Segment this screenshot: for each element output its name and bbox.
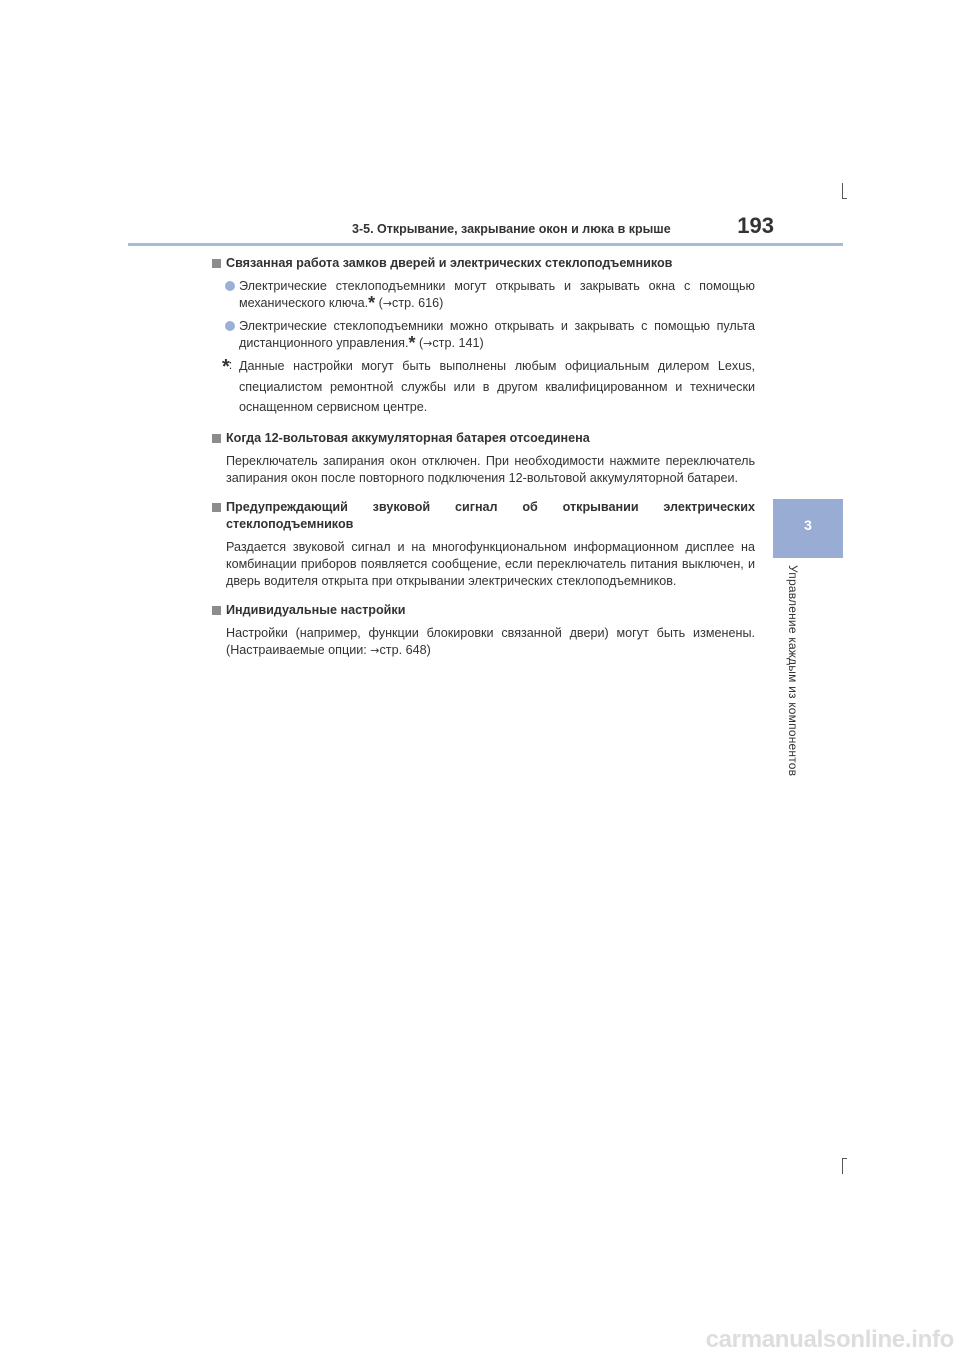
page-number: 193 xyxy=(737,213,774,238)
asterisk-mark: * xyxy=(368,293,376,313)
section-heading xyxy=(210,255,755,272)
crop-mark-bottom xyxy=(842,1158,843,1174)
arrow-right-icon: → xyxy=(382,297,393,310)
footnote xyxy=(210,356,755,418)
footnote-mark: *: xyxy=(222,356,233,378)
crop-mark-top xyxy=(842,183,843,199)
section-customization xyxy=(210,602,755,659)
section-linked-operation xyxy=(210,255,755,418)
section-heading xyxy=(210,430,755,447)
page-content xyxy=(210,255,755,659)
arrow-right-icon: → xyxy=(423,337,433,350)
square-bullet-icon xyxy=(212,606,221,615)
circle-bullet-icon xyxy=(225,281,235,291)
heading-text: Когда 12-вольтовая аккумуляторная батарея отсоединена xyxy=(226,430,590,445)
square-bullet-icon xyxy=(212,259,221,268)
arrow-right-icon: → xyxy=(370,643,380,657)
section-battery-disconnected xyxy=(210,430,755,487)
bullet-text: Электрические стеклоподъемники могут открывать и закрывать окна с помощью механического ключа. xyxy=(239,279,755,310)
chapter-tab xyxy=(773,499,843,558)
heading-text: Индивидуальные настройки xyxy=(226,602,406,617)
page-reference: стр. 141 xyxy=(432,336,480,350)
section-title: 3-5. Открывание, закрывание окон и люка в крыше xyxy=(352,222,671,236)
circle-bullet-icon xyxy=(225,321,235,331)
body-text: Настройки (например, функции блокировки связанной двери) могут быть изменены. (Настраиваемые опции: xyxy=(226,625,755,657)
chapter-label: Управление каждым из компонентов xyxy=(786,565,800,777)
page-header xyxy=(340,214,772,244)
footnote-text: Данные настройки могут быть выполнены любым официальным дилером Lexus, специалистом ремонтной службы или в другом квалифицированном и технически оснащенном сервисном центре. xyxy=(239,359,755,414)
heading-text: Предупреждающий звуковой сигнал об открывании электрических стеклоподъемников xyxy=(226,499,755,531)
bullet-text: Электрические стеклоподъемники можно открывать и закрывать с помощью пульта дистанционного управления. xyxy=(239,319,755,350)
section-body: Раздается звуковой сигнал и на многофункциональном информационном дисплее на комбинации приборов появляется сообщение, если переключатель питания выключен, и дверь водителя открыта при открывании электрических стеклоподъемников. xyxy=(226,539,755,588)
section-heading xyxy=(210,499,755,533)
section-heading xyxy=(210,602,755,619)
list-item: Электрические стеклоподъемники можно открывать и закрывать с помощью пульта дистанционного управления.* (→стр. 141) xyxy=(210,318,755,352)
section-warning-buzzer xyxy=(210,499,755,590)
square-bullet-icon xyxy=(212,434,221,443)
section-body: Переключатель запирания окон отключен. При необходимости нажмите переключатель запирания окон после повторного подключения 12-вольтовой аккумуляторной батареи. xyxy=(226,453,755,485)
section-body: Настройки (например, функции блокировки связанной двери) могут быть изменены. (Настраиваемые опции: →стр. 648) xyxy=(226,625,755,657)
chapter-number: 3 xyxy=(804,517,812,533)
list-item: Электрические стеклоподъемники могут открывать и закрывать окна с помощью механического ключа.* (→стр. 616) xyxy=(210,278,755,312)
square-bullet-icon xyxy=(212,503,221,512)
header-divider xyxy=(128,243,843,246)
asterisk-mark: * xyxy=(408,333,416,353)
heading-text: Связанная работа замков дверей и электрических стеклоподъемников xyxy=(226,256,673,270)
watermark: carmanualsonline.info xyxy=(705,1326,954,1353)
chapter-label-wrap xyxy=(786,565,802,805)
page-reference: стр. 616 xyxy=(392,296,440,310)
page-reference: стр. 648 xyxy=(379,642,427,657)
